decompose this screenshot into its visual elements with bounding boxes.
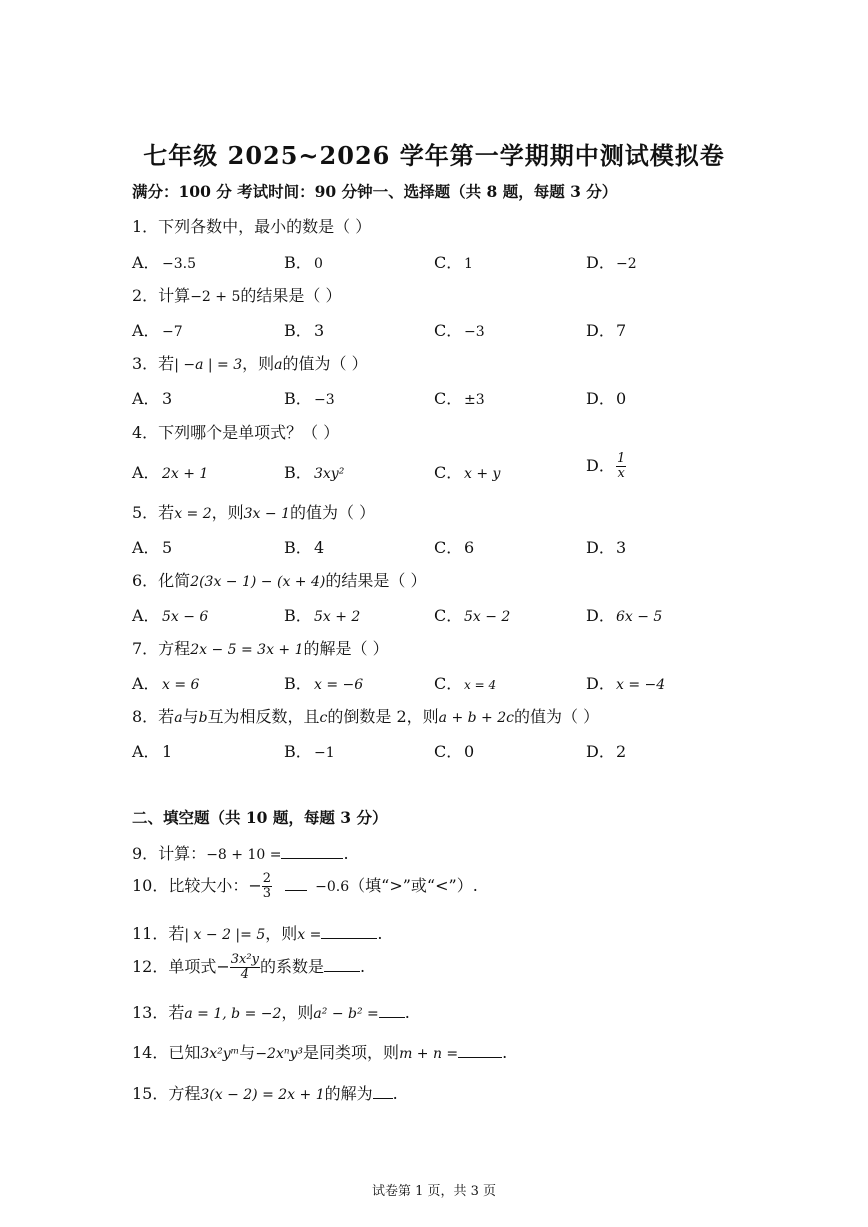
fraction-coefficient bbox=[230, 953, 260, 982]
question-5-prefix: 5．若 bbox=[132, 503, 175, 522]
option-label: D． bbox=[586, 742, 615, 761]
question-6-suffix: 的结果是（ ） bbox=[325, 571, 427, 590]
question-9 bbox=[132, 841, 349, 864]
option-value: 0 bbox=[314, 256, 323, 272]
question-5 bbox=[132, 500, 375, 523]
answer-blank[interactable] bbox=[458, 1043, 502, 1058]
question-3 bbox=[132, 351, 368, 374]
option-a bbox=[132, 671, 199, 694]
option-label: A． bbox=[132, 389, 160, 408]
question-11 bbox=[132, 921, 382, 944]
option-label: A． bbox=[132, 538, 160, 557]
option-value: 5x − 6 bbox=[162, 609, 209, 625]
question-3-mid: ，则 bbox=[242, 354, 275, 373]
option-value: x = −4 bbox=[616, 677, 666, 693]
fraction-numerator: 2 bbox=[262, 871, 272, 886]
option-c bbox=[434, 739, 474, 762]
question-2-options bbox=[132, 318, 752, 340]
exam-subtitle: 满分：100 分 考试时间：90 分钟一、选择题（共 8 题，每题 3 分） bbox=[132, 182, 618, 201]
option-value: −2 bbox=[616, 256, 637, 272]
question-11-math: | x − 2 |= 5 bbox=[184, 927, 266, 943]
question-6-prefix: 6．化简 bbox=[132, 571, 191, 590]
answer-blank[interactable] bbox=[285, 876, 307, 891]
question-2-suffix: 的结果是（ ） bbox=[240, 286, 342, 305]
option-label: D． bbox=[586, 674, 615, 693]
option-b bbox=[284, 671, 363, 694]
question-4 bbox=[132, 420, 339, 443]
answer-blank[interactable] bbox=[379, 1003, 405, 1018]
question-14-prefix: 14．已知 bbox=[132, 1043, 201, 1062]
option-label: C． bbox=[434, 321, 463, 340]
question-7-math: 2x − 5 = 3x + 1 bbox=[190, 642, 304, 658]
option-b bbox=[284, 250, 323, 273]
question-3-suffix: 的值为（ ） bbox=[282, 354, 368, 373]
question-12-suffix: . bbox=[359, 957, 366, 976]
option-value: −3.5 bbox=[162, 256, 196, 272]
question-14-math3: m + n = bbox=[399, 1046, 459, 1062]
option-c bbox=[434, 535, 474, 558]
fraction-numerator: 1 bbox=[617, 451, 626, 466]
question-14 bbox=[132, 1040, 507, 1063]
option-value: x + y bbox=[464, 466, 501, 482]
question-8-prefix: 8．若 bbox=[132, 707, 175, 726]
question-11-math2: x = bbox=[297, 927, 322, 943]
option-value: 1 bbox=[464, 256, 473, 272]
answer-blank[interactable] bbox=[321, 924, 377, 939]
question-11-mid: ，则 bbox=[265, 924, 298, 943]
option-b bbox=[284, 739, 335, 762]
option-b bbox=[284, 386, 335, 409]
question-11-suffix: . bbox=[377, 924, 383, 943]
question-12-mid: 的系数是 bbox=[259, 957, 324, 976]
option-a bbox=[132, 739, 172, 762]
question-5-math2: 3x − 1 bbox=[243, 506, 290, 522]
option-d bbox=[586, 318, 626, 341]
question-13-mid: ，则 bbox=[281, 1003, 314, 1022]
question-3-prefix: 3．若 bbox=[132, 354, 175, 373]
option-label: B． bbox=[284, 742, 312, 761]
question-8-var-c: c bbox=[319, 710, 328, 726]
question-10-prefix: 10．比较大小： bbox=[132, 876, 249, 895]
option-value: x = 6 bbox=[162, 677, 200, 693]
option-value: −3 bbox=[464, 324, 485, 340]
option-b bbox=[284, 603, 360, 626]
option-c bbox=[434, 603, 510, 626]
question-14-text: 与 bbox=[239, 1043, 256, 1062]
question-15-prefix: 15．方程 bbox=[132, 1084, 201, 1103]
option-c bbox=[434, 318, 485, 341]
option-c bbox=[434, 250, 473, 273]
question-7-prefix: 7．方程 bbox=[132, 639, 191, 658]
question-15-math: 3(x − 2) = 2x + 1 bbox=[200, 1087, 325, 1103]
option-value: 4 bbox=[314, 538, 325, 557]
answer-blank[interactable] bbox=[281, 844, 343, 859]
option-a bbox=[132, 386, 172, 409]
question-8-text: 的倒数是 2，则 bbox=[327, 707, 439, 726]
option-label: D． bbox=[586, 606, 615, 625]
option-d bbox=[586, 739, 626, 762]
option-value: 3 bbox=[314, 321, 325, 340]
question-8-text: 与 bbox=[182, 707, 199, 726]
option-value: ±3 bbox=[464, 392, 485, 408]
fraction-denominator: 4 bbox=[240, 967, 249, 982]
question-9-suffix: . bbox=[343, 844, 349, 863]
option-label: B． bbox=[284, 606, 312, 625]
option-label: D． bbox=[586, 253, 615, 272]
question-5-options bbox=[132, 535, 752, 557]
question-4-options bbox=[132, 451, 752, 482]
question-15 bbox=[132, 1081, 398, 1104]
question-9-prefix: 9．计算： bbox=[132, 844, 207, 863]
option-value: 3 bbox=[162, 389, 173, 408]
option-label: A． bbox=[132, 463, 160, 482]
question-10 bbox=[132, 872, 478, 901]
question-12-prefix: 12．单项式 bbox=[132, 957, 217, 976]
option-d bbox=[586, 452, 626, 481]
question-6-options bbox=[132, 603, 752, 625]
question-6 bbox=[132, 568, 426, 591]
question-8 bbox=[132, 704, 599, 727]
question-15-mid: 的解为 bbox=[324, 1084, 373, 1103]
question-7-options bbox=[132, 671, 752, 693]
option-label: A． bbox=[132, 742, 160, 761]
option-d bbox=[586, 250, 637, 273]
option-label: A． bbox=[132, 321, 160, 340]
question-5-math: x = 2 bbox=[174, 506, 212, 522]
option-label: B． bbox=[284, 389, 312, 408]
page-footer: 试卷第 1 页，共 3 页 bbox=[371, 1184, 497, 1199]
option-label: D． bbox=[586, 538, 615, 557]
question-10-sign: − bbox=[248, 876, 262, 895]
question-13 bbox=[132, 1000, 410, 1023]
answer-blank[interactable] bbox=[324, 957, 360, 972]
option-value: 5 bbox=[162, 538, 173, 557]
option-value: 3xy² bbox=[314, 466, 345, 482]
option-label: C． bbox=[434, 674, 463, 693]
question-1-options bbox=[132, 250, 752, 272]
option-label: A． bbox=[132, 606, 160, 625]
question-8-var-a: a bbox=[174, 710, 183, 726]
question-13-prefix: 13．若 bbox=[132, 1003, 185, 1022]
option-value: −3 bbox=[314, 392, 335, 408]
question-13-math2: a² − b² = bbox=[313, 1006, 379, 1022]
option-label: C． bbox=[434, 538, 463, 557]
option-label: A． bbox=[132, 253, 160, 272]
option-value: 5x − 2 bbox=[464, 609, 511, 625]
fraction-denominator: 3 bbox=[262, 886, 272, 901]
question-9-math: −8 + 10 = bbox=[206, 847, 282, 863]
question-10-suffix: （填“>”或“<”）. bbox=[349, 876, 478, 895]
option-value: 0 bbox=[616, 389, 627, 408]
question-7-suffix: 的解是（ ） bbox=[303, 639, 389, 658]
option-label: C． bbox=[434, 606, 463, 625]
question-14-math2: −2xⁿy³ bbox=[255, 1046, 304, 1062]
question-14-text: 是同类项，则 bbox=[303, 1043, 400, 1062]
question-8-options bbox=[132, 739, 752, 761]
option-d bbox=[586, 386, 626, 409]
option-value: 7 bbox=[616, 321, 627, 340]
option-a bbox=[132, 535, 172, 558]
fraction-one-over-x bbox=[616, 452, 626, 481]
option-label: A． bbox=[132, 674, 160, 693]
option-c bbox=[434, 386, 485, 409]
question-8-var-b: b bbox=[198, 710, 208, 726]
question-12 bbox=[132, 953, 365, 982]
option-b bbox=[284, 318, 324, 341]
question-8-text: 互为相反数，且 bbox=[207, 707, 320, 726]
option-a bbox=[132, 603, 208, 626]
option-c bbox=[434, 460, 500, 483]
question-3-math: | −a | = 3 bbox=[174, 357, 243, 373]
answer-blank[interactable] bbox=[373, 1084, 393, 1099]
option-label: B． bbox=[284, 321, 312, 340]
question-13-suffix: . bbox=[404, 1003, 410, 1022]
question-5-mid: ，则 bbox=[211, 503, 244, 522]
option-label: B． bbox=[284, 253, 312, 272]
option-label: B． bbox=[284, 463, 312, 482]
option-value: −1 bbox=[314, 745, 335, 761]
question-2-prefix: 2．计算 bbox=[132, 286, 191, 305]
question-15-suffix: . bbox=[392, 1084, 398, 1103]
question-2 bbox=[132, 283, 341, 306]
fraction-numerator: 3x²y bbox=[230, 952, 259, 967]
question-8-suffix: 的值为（ ） bbox=[514, 707, 600, 726]
option-value: 2 bbox=[616, 742, 627, 761]
question-1 bbox=[132, 214, 371, 237]
option-d bbox=[586, 603, 662, 626]
option-label: D． bbox=[586, 389, 615, 408]
option-value: 6 bbox=[464, 538, 475, 557]
option-d bbox=[586, 671, 665, 694]
exam-title: 七年级 2025~2026 学年第一学期期中测试模拟卷 bbox=[143, 141, 725, 170]
option-a bbox=[132, 318, 183, 341]
option-label: B． bbox=[284, 538, 312, 557]
question-10-math: −0.6 bbox=[315, 879, 350, 895]
option-label: C． bbox=[434, 253, 463, 272]
option-label: C． bbox=[434, 463, 463, 482]
option-value: 0 bbox=[464, 742, 475, 761]
question-2-math: −2 + 5 bbox=[190, 289, 241, 305]
fraction-denominator: x bbox=[617, 466, 625, 481]
option-b bbox=[284, 535, 324, 558]
fraction-two-thirds bbox=[262, 872, 272, 901]
question-5-suffix: 的值为（ ） bbox=[289, 503, 376, 522]
question-14-suffix: . bbox=[502, 1043, 508, 1062]
option-label: B． bbox=[284, 674, 312, 693]
option-value: 3 bbox=[616, 538, 627, 557]
option-label: C． bbox=[434, 742, 463, 761]
option-value: 6x − 5 bbox=[616, 609, 663, 625]
option-value: x = −6 bbox=[314, 677, 364, 693]
option-b bbox=[284, 460, 344, 483]
question-13-math: a = 1, b = −2 bbox=[184, 1006, 282, 1022]
question-6-math: 2(3x − 1) − (x + 4) bbox=[190, 574, 326, 590]
option-value: −7 bbox=[162, 324, 183, 340]
question-4-text: 4．下列哪个是单项式？（ ） bbox=[132, 423, 340, 442]
question-12-sign: − bbox=[216, 957, 230, 976]
option-label: D． bbox=[586, 456, 615, 475]
option-label: C． bbox=[434, 389, 463, 408]
option-d bbox=[586, 535, 626, 558]
option-value: 1 bbox=[162, 742, 173, 761]
section-2-heading: 二、填空题（共 10 题，每题 3 分） bbox=[132, 808, 388, 827]
question-11-prefix: 11．若 bbox=[132, 924, 185, 943]
question-7 bbox=[132, 636, 389, 659]
option-label: D． bbox=[586, 321, 615, 340]
question-1-text: 1．下列各数中，最小的数是（ ） bbox=[132, 217, 372, 236]
question-3-options bbox=[132, 386, 752, 408]
option-c bbox=[434, 671, 496, 694]
option-a bbox=[132, 250, 196, 273]
option-value: x = 4 bbox=[464, 678, 497, 692]
question-3-var: a bbox=[274, 357, 283, 373]
option-value: 5x + 2 bbox=[314, 609, 361, 625]
question-14-math: 3x²yᵐ bbox=[200, 1046, 240, 1062]
option-a bbox=[132, 460, 208, 483]
question-8-math: a + b + 2c bbox=[438, 710, 514, 726]
option-value: 2x + 1 bbox=[162, 466, 209, 482]
